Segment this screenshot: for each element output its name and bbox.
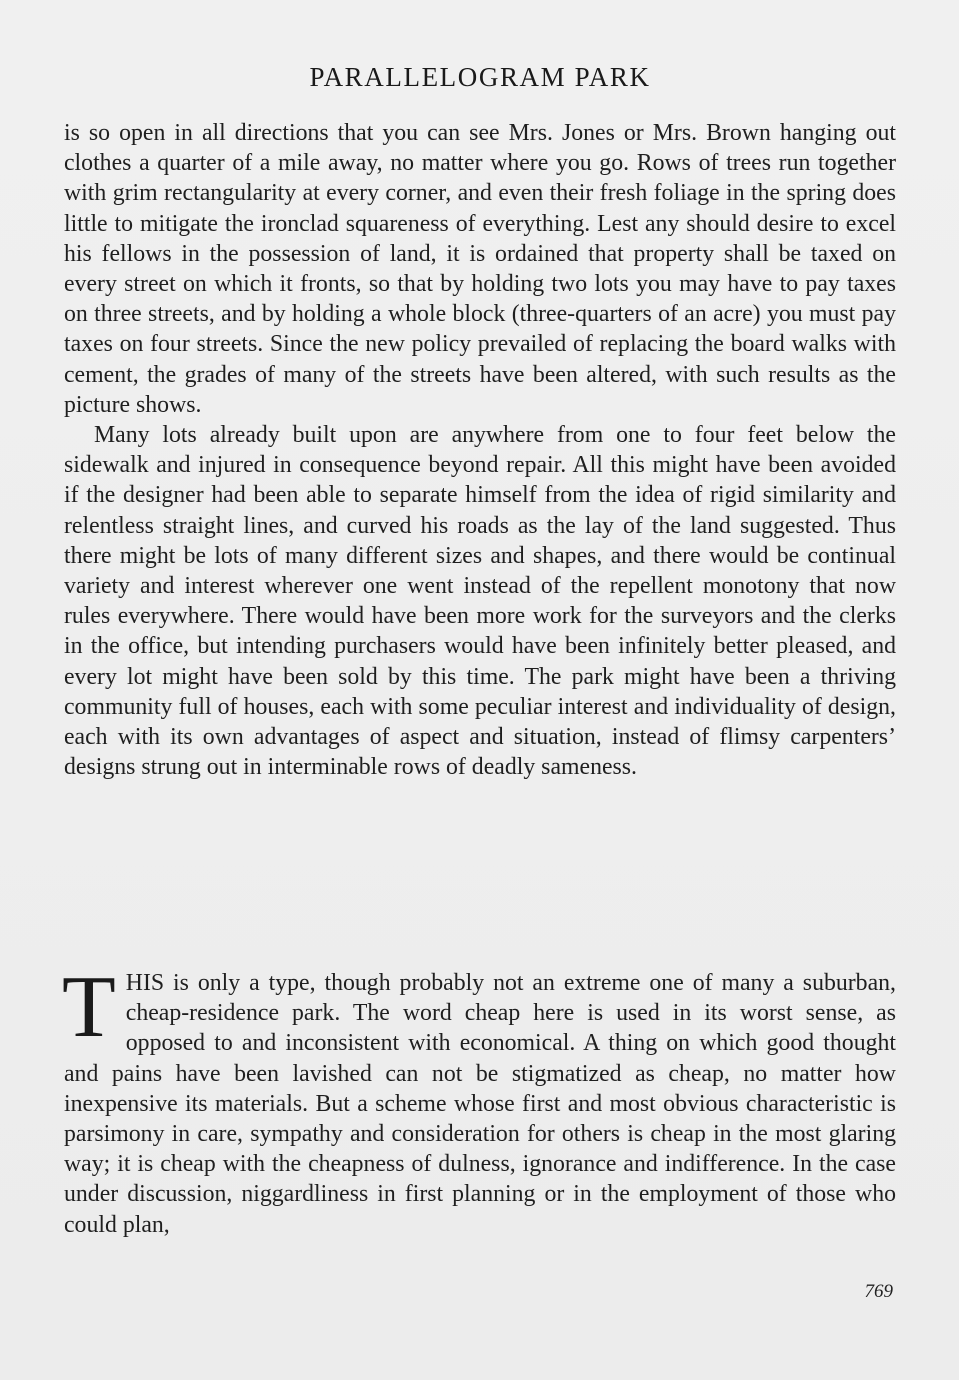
paragraph-lots: Many lots already built upon are anywhere from one to four feet below the sidewalk and injured in consequence beyond repair. All this might have been avoided if the designer had been able to separate himself from the idea of rigid similarity and relentless straight lines, and curved his roads as the lay of the land suggested. Thus there might be lots of many different sizes and shapes, and there would be continual variety and interest wherever one went instead of the repellent monotony that now rules everywhere. There would have been more work for the surveyors and the clerks in the office, but intending purchasers would have been infinitely better pleased, and every lot might have been sold by this time. The park might have been a thriving community full of houses, each with some peculiar interest and individuality of design, each with its own advantages of aspect and situation, instead of flimsy carpenters’ designs strung out in interminable rows of deadly sameness.: [64, 422, 896, 781]
drop-cap-letter: T: [62, 959, 116, 1056]
body-text-section: [62, 959, 896, 1240]
page-number: 769: [864, 1281, 893, 1302]
running-head-title: PARALLELOGRAM PARK: [309, 62, 651, 92]
body-text-upper: [64, 118, 896, 782]
paragraph-continuation: is so open in all directions that you can see Mrs. Jones or Mrs. Brown hanging out clothes a quarter of a mile away, no matter where you go. Rows of trees run together with grim rectangularity at every corner, and even their fresh foliage in the spring does little to mitigate the ironclad squareness of everything. Lest any should desire to excel his fellows in the possession of land, it is ordained that property shall be taxed on every street on which it fronts, so that by holding two lots you may have to pay taxes on three streets, and by holding a whole block (three-quarters of an acre) you must pay taxes on four streets. Since the new policy prevailed of replacing the board walks with cement, the grades of many of the streets have been altered, with such results as the picture shows.: [64, 120, 896, 418]
paragraph-cheap-park: HIS is only a type, though probably not an extreme one of many a suburban, cheap-residence park. The word cheap here is used in its worst sense, as opposed to and inconsistent with economical. A thing on which good thought and pains have been lavished can not be stigmatized as cheap, no matter how inexpensive its materials. But a scheme whose first and most obvious characteristic is parsimony in care, sympathy and consideration for others is cheap in the most glaring way; it is cheap with the cheapness of dulness, ignorance and indifference. In the case under discussion, niggardliness in first planning or in the employment of those who could plan,: [64, 970, 896, 1238]
